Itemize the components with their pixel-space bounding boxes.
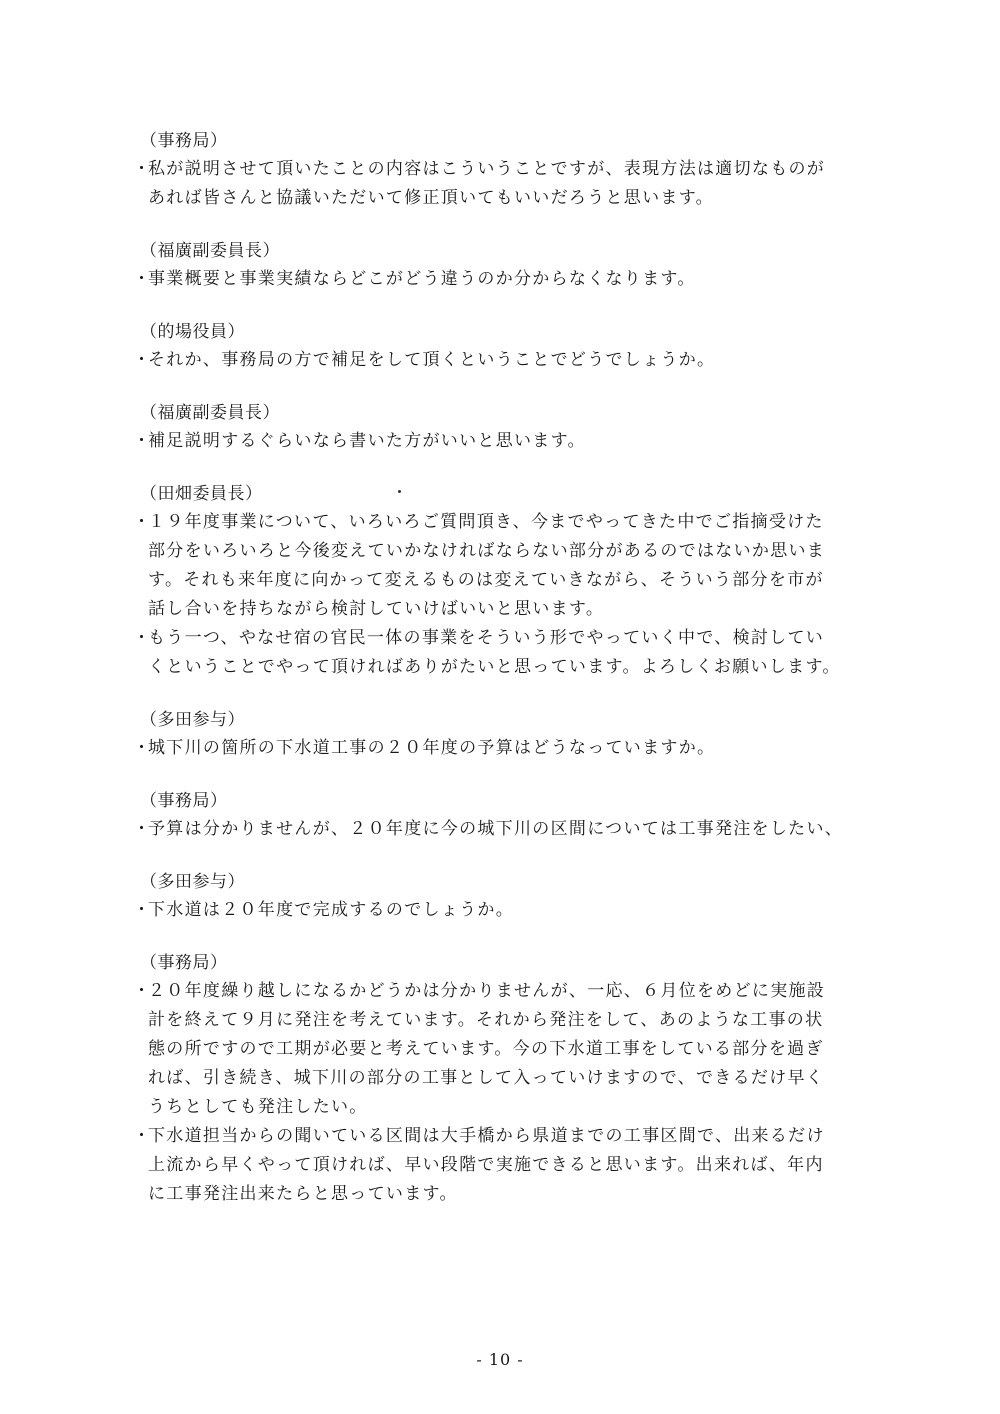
speaker-label: （福廣副委員長） [140,241,280,261]
speaker-label: （田畑委員長） [140,484,263,504]
paragraph-line: くということでやって頂ければありがたいと思っています。よろしくお願いします。 [148,657,841,677]
bullet-paragraph [131,896,861,925]
speaker-entry [131,238,861,294]
stray-mark [398,490,401,493]
bullet-mark: ・ [133,1126,150,1146]
paragraph-line: うちとしても発注したい。 [148,1097,368,1117]
paragraph-line: 予算は分かりませんが、２０年度に今の城下川の区間については工事発注をしたい、 [148,819,844,839]
paragraph-line: 下水道は２０年度で完成するのでしょうか。 [148,900,514,920]
paragraph-line: に工事発注出来たらと思っています。 [148,1184,458,1204]
bullet-mark: ・ [133,350,150,370]
speaker-label: （事務局） [140,131,228,151]
paragraph-line: あれば皆さんと協議いただいて修正頂いてもいいだろうと思います。 [148,188,714,208]
speaker-entry [131,950,861,1209]
speaker-entry [131,319,861,375]
paragraph-line: れば、引き続き、城下川の部分の工事として入っていけますので、できるだけ早く [148,1068,825,1088]
speaker-label: （多田参与） [140,872,245,892]
speaker-label: （事務局） [140,953,228,973]
bullet-mark: ・ [133,628,150,648]
bullet-mark: ・ [133,269,150,289]
paragraph-line: 話し合いを持ちながら検討していけばいいと思います。 [148,599,605,619]
paragraph-line: 態の所ですので工期が必要と考えています。今の下水道工事をしている部分を過ぎ [148,1039,824,1059]
speaker-label: （福廣副委員長） [140,403,280,423]
bullet-mark: ・ [133,981,150,1001]
bullet-mark: ・ [133,159,150,179]
bullet-paragraph [131,734,861,763]
paragraph-line: す。それも来年度に向かって変えるものは変えていきながら、そういう部分を市が [148,570,824,590]
speaker-label: （事務局） [140,791,228,811]
paragraph-line: 下水道担当からの聞いている区間は大手橋から県道までの工事区間で、出来るだけ [148,1126,825,1146]
bullet-mark: ・ [133,900,150,920]
paragraph-line: 上流から早くやって頂ければ、早い段階で実施できると思います。出来れば、年内 [148,1155,824,1175]
paragraph-line: 補足説明するぐらいなら書いた方がいいと思います。 [148,431,586,451]
bullet-mark: ・ [133,738,150,758]
bullet-paragraph [131,815,861,844]
page-number: - 10 - [476,1350,524,1369]
bullet-paragraph [131,624,861,682]
paragraph-line: ２０年度繰り越しになるかどうかは分かりませんが、一応、６月位をめどに実施設 [148,981,826,1001]
speaker-entry [131,481,861,682]
paragraph-line: 私が説明させて頂いたことの内容はこういうことですが、表現方法は適切なものが [148,159,826,179]
bullet-paragraph [131,508,861,624]
bullet-paragraph [131,346,861,375]
speaker-entry [131,788,861,844]
paragraph-line: 城下川の箇所の下水道工事の２０年度の予算はどうなっていますか。 [148,738,716,758]
paragraph-line: 事業概要と事業実績ならどこがどう違うのか分からなくなります。 [148,269,696,289]
speaker-label: （多田参与） [140,710,245,730]
speaker-label: （的場役員） [140,322,245,342]
bullet-mark: ・ [133,431,150,451]
bullet-mark: ・ [133,512,150,532]
paragraph-line: それか、事務局の方で補足をして頂くということでどうでしょうか。 [148,350,716,370]
speaker-entry [131,128,861,213]
minutes-body [131,128,861,1234]
paragraph-line: １９年度事業について、いろいろご質問頂き、今までやってきた中でご指摘受けた [148,512,824,532]
speaker-entry [131,869,861,925]
bullet-paragraph [131,265,861,294]
paragraph-line: 計を終えて９月に発注を考えています。それから発注をして、あのような工事の状 [148,1010,824,1030]
speaker-entry [131,400,861,456]
speaker-entry [131,707,861,763]
paragraph-line: もう一つ、やなせ宿の官民一体の事業をそういう形でやっていく中で、検討してい [148,628,825,648]
bullet-paragraph [131,1122,861,1209]
bullet-paragraph [131,427,861,456]
bullet-paragraph [131,155,861,213]
bullet-mark: ・ [133,819,150,839]
bullet-paragraph [131,977,861,1122]
paragraph-line: 部分をいろいろと今後変えていかなければならない部分があるのではないか思いま [148,541,826,561]
